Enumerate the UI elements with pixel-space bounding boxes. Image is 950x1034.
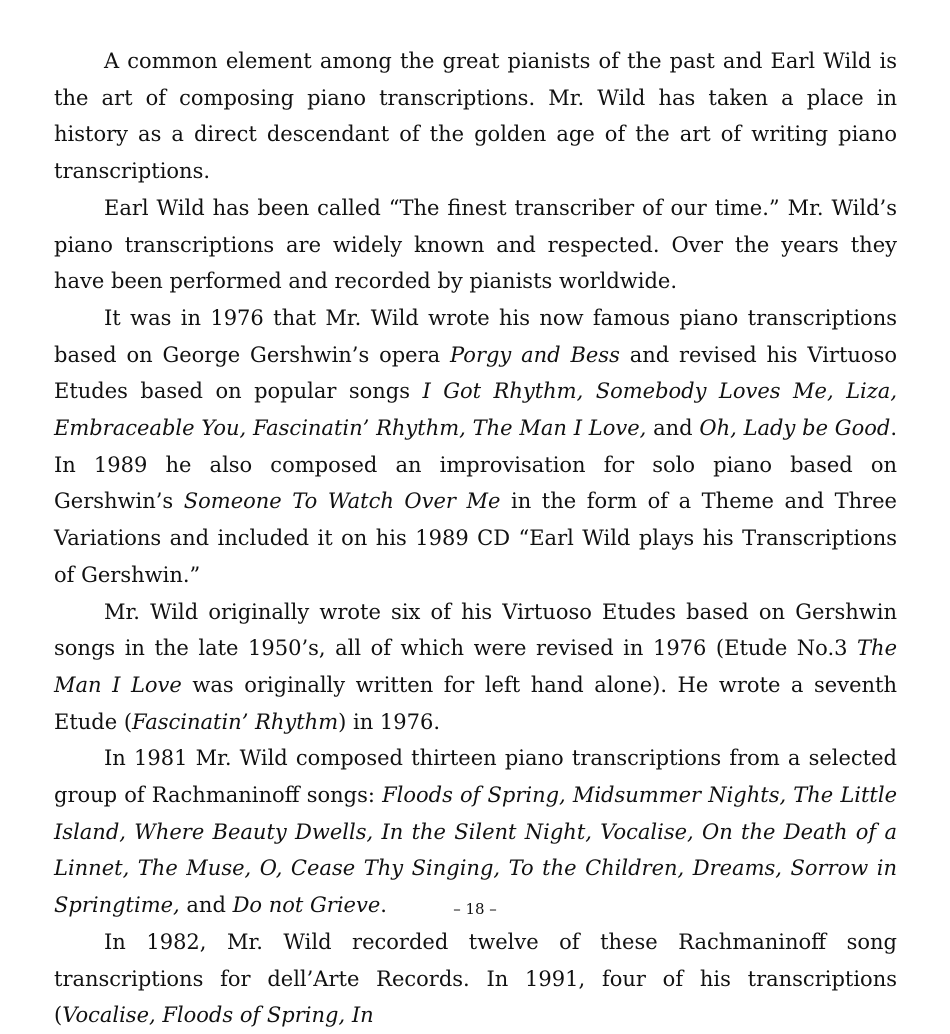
paragraph-3-run-7: . In 1989 he also composed an improvisation for solo piano based on Gershwin’s bbox=[54, 416, 897, 514]
document-body bbox=[54, 43, 897, 1034]
paragraph-3-run-1: It was in 1976 that Mr. Wild wrote his now famous piano transcriptions based on George Gershwin’s opera bbox=[54, 305, 897, 367]
paragraph-5-run-5: . bbox=[380, 893, 387, 918]
paragraph-3-run-9: in the form of a Theme and Three Variations and included it on his 1989 CD “Earl Wild plays his Transcriptions of Gershwin.” bbox=[54, 489, 897, 587]
paragraph-4-run-3: was originally written for left hand alone). He wrote a seventh Etude ( bbox=[54, 672, 897, 734]
paragraph-5-run-2: Floods of Spring, Midsummer Nights, The Little Island, Where Beauty Dwells, In the Silent Night, Vocalise, On the Death of a Linnet, The Muse, O, Cease Thy Singing, To the Children, Dreams, Sorrow in Springtime, bbox=[54, 783, 898, 918]
paragraph-4-run-1: Mr. Wild originally wrote six of his Virtuoso Etudes based on Gershwin songs in the late 1950’s, all of which were revised in 1976 (Etude No.3 bbox=[54, 599, 897, 661]
paragraph-3-run-5: and bbox=[646, 416, 700, 441]
paragraph-4-run-4: Fascinatin’ Rhythm bbox=[132, 709, 339, 734]
paragraph-3-run-4: I Got Rhythm, Somebody Loves Me, Liza, Embraceable You, Fascinatin’ Rhythm, The Man I Love, bbox=[54, 379, 897, 441]
paragraph-3 bbox=[54, 300, 897, 594]
paragraph-6 bbox=[54, 924, 897, 1034]
paragraph-2 bbox=[54, 190, 897, 300]
paragraph-3-run-3: and revised his Virtuoso Etudes based on popular songs bbox=[54, 342, 897, 404]
paragraph-1-run-1: A common element among the great pianists of the past and Earl Wild is the art of composing piano transcriptions. Mr. Wild has taken a place in history as a direct descendant of the golden age of the art of writing piano transcriptions. bbox=[54, 49, 897, 184]
paragraph-4-run-5: ) in 1976. bbox=[338, 709, 441, 734]
paragraph-3-run-8: Someone To Watch Over Me bbox=[183, 489, 501, 514]
paragraph-5 bbox=[54, 740, 897, 924]
paragraph-1 bbox=[54, 43, 897, 190]
paragraph-6-run-1: In 1982, Mr. Wild recorded twelve of these Rachmaninoff song transcriptions for dell’Arte Records. In 1991, four of his transcriptions ( bbox=[54, 929, 897, 1028]
paragraph-4-run-2: The Man I Love bbox=[54, 636, 897, 697]
paragraph-5-run-4: Do not Grieve bbox=[232, 893, 381, 918]
paragraph-3-run-6: Oh, Lady be Good bbox=[699, 416, 891, 441]
paragraph-6-run-2: Vocalise, Floods of Spring, In bbox=[62, 1003, 374, 1028]
paragraph-3-run-2: Porgy and Bess bbox=[450, 342, 620, 367]
paragraph-2-run-1: Earl Wild has been called “The finest transcriber of our time.” Mr. Wild’s piano transcriptions are widely known and respected. Over the years they have been performed and recorded by pianists worldwide. bbox=[54, 195, 897, 294]
paragraph-4 bbox=[54, 594, 897, 741]
paragraph-5-run-3: and bbox=[179, 893, 233, 918]
paragraph-5-run-1: In 1981 Mr. Wild composed thirteen piano transcriptions from a selected group of Rachmaninoff songs: bbox=[54, 746, 897, 808]
page-number: – 18 – bbox=[453, 900, 497, 918]
